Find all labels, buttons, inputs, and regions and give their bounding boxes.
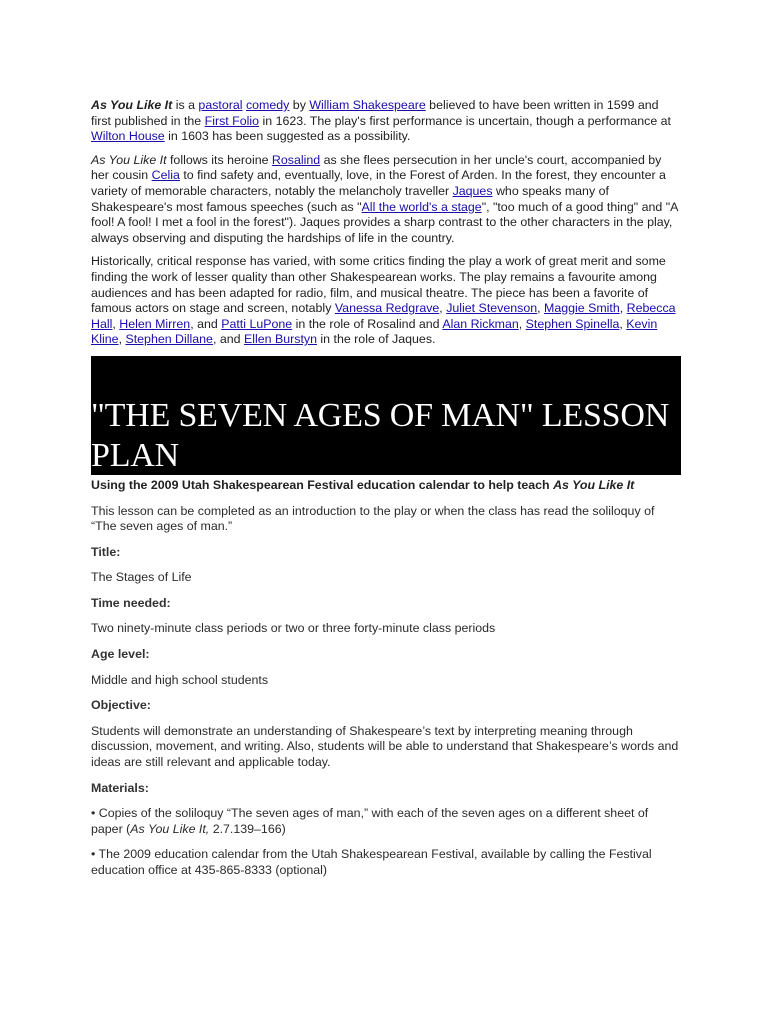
text-run: 2.7.139–166) [209,821,286,836]
link-vanessa-redgrave[interactable]: Vanessa Redgrave [334,301,440,316]
text-run: in the role of Rosalind and [292,316,443,331]
objective-label: Objective: [91,698,151,713]
link-maggie-smith[interactable]: Maggie Smith [544,301,620,316]
text-run: , [118,332,126,347]
intro-paragraph-1 [91,98,679,145]
intro-section [91,98,679,348]
text-run: by [289,98,310,112]
play-title: As You Like It [91,152,167,167]
link-celia[interactable]: Celia [151,168,180,183]
text-run: believed to have been written in 1599 and first published in the [91,98,659,128]
text-run: is a [172,98,199,112]
link-comedy[interactable]: comedy [245,98,290,112]
document-page [91,98,679,879]
material-item-1 [91,806,679,837]
text-run: , [537,301,544,316]
text-run: , [112,316,120,331]
play-title: As You Like It [91,98,173,112]
play-title: As You Like It, [130,821,210,836]
link-jaques[interactable]: Jaques [452,183,493,198]
link-pastoral[interactable]: pastoral [198,98,243,112]
link-first-folio[interactable]: First Folio [204,113,260,128]
link-william-shakespeare[interactable]: William Shakespeare [309,98,426,112]
text-run: as she flees persecution in her uncle's court, accompanied by her cousin [91,152,662,183]
link-patti-lupone[interactable]: Patti LuPone [221,316,293,331]
banner-title: "THE SEVEN AGES OF MAN" LESSON PLAN [91,396,670,474]
objective-value: Students will demonstrate an understanding of Shakespeare’s text by interpreting meaning through discussion, movement, and writing. Also, students will be able to understand that Shakespeare’s words and ideas are still relevant and applicable today. [91,723,679,770]
text-run: to find safety and, eventually, love, in the Forest of Arden. In the forest, they encounter a variety of memorable characters, notably the melancholy traveller [91,168,666,198]
play-title: As You Like It [553,477,635,492]
lesson-subheading [91,478,679,494]
text-run: in 1623. The play's first performance is uncertain, though a performance at [259,113,671,128]
time-needed-value: Two ninety-minute class periods or two or three forty-minute class periods [91,621,496,636]
text-run: Using the 2009 Utah Shakespearean Festival education calendar to help teach [91,477,554,492]
title-value: The Stages of Life [91,570,192,585]
text-run: in the role of Jaques. [316,332,436,347]
lesson-intro: This lesson can be completed as an introduction to the play or when the class has read the soliloquy of “The seven ages of man.” [91,503,655,534]
lesson-plan-body [91,504,679,879]
link-all-the-worlds-a-stage[interactable]: All the world's a stage [361,199,482,214]
text-run: who speaks many of Shakespeare's most famous speeches (such as " [91,183,609,214]
age-level-value: Middle and high school students [91,672,269,687]
text-run: , and [212,332,244,347]
link-juliet-stevenson[interactable]: Juliet Stevenson [446,301,538,316]
time-needed-label: Time needed: [91,595,171,610]
text-run: • Copies of the soliloquy “The seven ages of man,” with each of the seven ages on a different sheet of paper ( [91,806,649,836]
link-stephen-spinella[interactable]: Stephen Spinella [525,316,620,331]
text-run: , [439,301,447,316]
link-alan-rickman[interactable]: Alan Rickman [442,316,519,331]
link-wilton-house[interactable]: Wilton House [91,129,165,144]
age-level-label: Age level: [91,647,150,662]
intro-paragraph-2 [91,153,679,247]
material-item-2: • The 2009 education calendar from the Utah Shakespearean Festival, available by calling the Festival education office at 435-865-8333 (optional) [91,847,652,877]
link-rosalind[interactable]: Rosalind [271,152,321,167]
link-rebecca-hall[interactable]: Rebecca Hall [91,301,676,331]
link-helen-mirren[interactable]: Helen Mirren [119,316,191,331]
text-run: , [619,316,627,331]
link-stephen-dillane[interactable]: Stephen Dillane [125,332,213,347]
title-label: Title: [91,544,121,559]
text-run: in 1603 has been suggested as a possibility. [164,129,411,144]
text-run: , [518,316,526,331]
link-ellen-burstyn[interactable]: Ellen Burstyn [243,332,317,347]
lesson-plan-banner [91,356,681,475]
text-run: , [619,301,627,316]
link-kevin-kline[interactable]: Kevin Kline [91,316,658,347]
text-run: follows its heroine [166,152,272,167]
intro-paragraph-3 [91,254,679,348]
text-run: Historically, critical response has varied, with some critics finding the play a work of great merit and some finding the work of lesser quality than other Shakespearean works. The play remains a favourite among audiences and has been adapted for radio, film, and musical theatre. The piece has been a favorite of famous actors on stage and screen, notably [91,254,666,316]
text-run: ", "too much of a good thing" and "A fool! A fool! I met a fool in the forest"). Jaques provides a sharp contrast to the other characters in the play, always observing and disputing the hardships of life in the country. [91,199,678,245]
text-run: , and [190,316,222,331]
materials-label: Materials: [91,780,149,795]
